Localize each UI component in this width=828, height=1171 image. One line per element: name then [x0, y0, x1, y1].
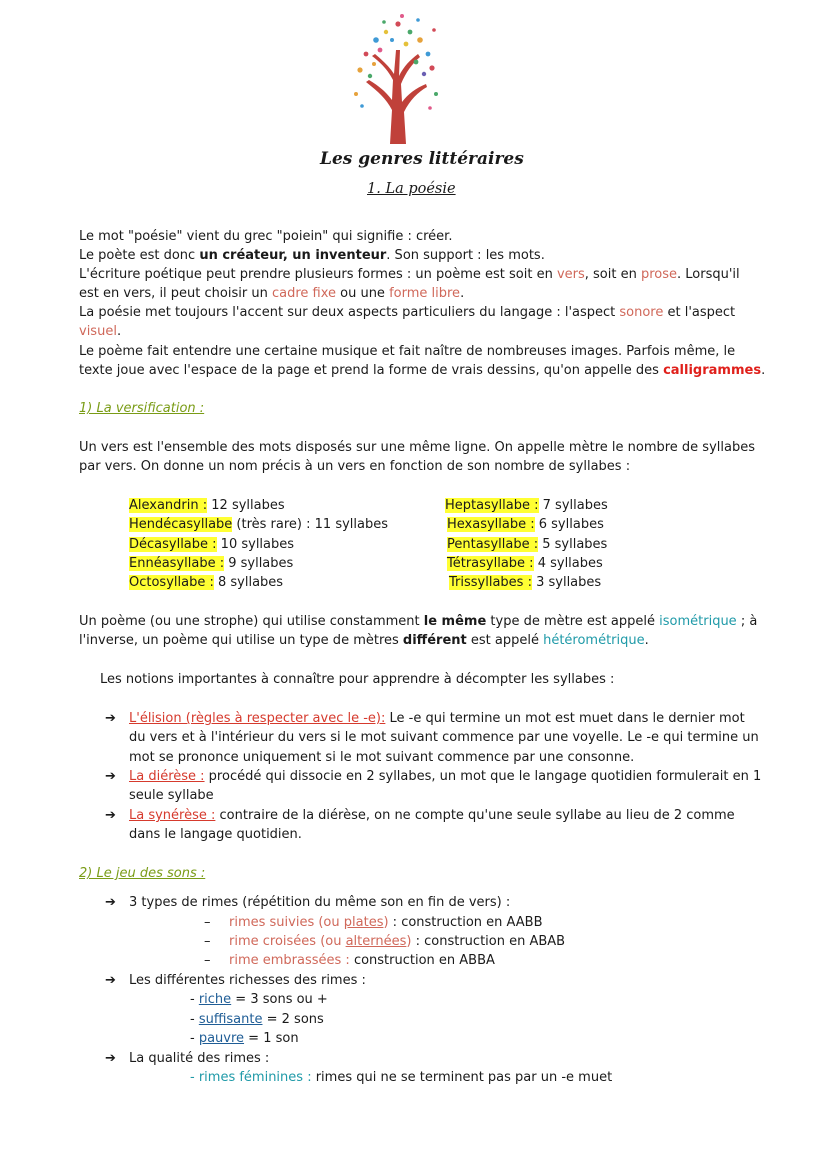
intro-line-5: La poésie met toujours l'accent sur deux aspects particuliers du langage : l'aspect sonore et l'aspect	[79, 305, 736, 320]
meter-item: Octosyllabe : 8 syllabes	[129, 575, 284, 590]
meter-item: Hexasyllabe : 6 syllabes	[447, 517, 604, 532]
richesses-intro: Les différentes richesses des rimes :	[129, 973, 366, 988]
dash-icon: –	[204, 934, 211, 949]
rime-croisees: rime croisées (ou alternées) : construction en ABAB	[229, 934, 566, 949]
versification-line-1: Un vers est l'ensemble des mots disposés sur une même ligne. On appelle mètre le nombre de syllabes	[79, 440, 755, 455]
arrow-icon: ➔	[105, 808, 116, 823]
meter-item: Décasyllabe : 10 syllabes	[129, 537, 295, 552]
bullet-dierese-line-2: seule syllabe	[129, 788, 214, 803]
arrow-icon: ➔	[105, 711, 116, 726]
qualite-intro: La qualité des rimes :	[129, 1051, 270, 1066]
richesse-pauvre: - pauvre = 1 son	[190, 1031, 299, 1046]
richesse-suffisante: - suffisante = 2 sons	[190, 1012, 324, 1027]
intro-line-3: L'écriture poétique peut prendre plusieurs formes : un poème est soit en vers, soit en prose. Lorsqu'il	[79, 267, 740, 282]
intro-line-7: Le poème fait entendre une certaine musique et fait naître de nombreuses images. Parfois même, le	[79, 344, 736, 359]
arrow-icon: ➔	[105, 973, 116, 988]
richesse-riche: - riche = 3 sons ou +	[190, 992, 328, 1007]
arrow-icon: ➔	[105, 769, 116, 784]
intro-line-6: visuel.	[79, 324, 122, 339]
dash-icon: –	[204, 915, 211, 930]
meter-line-1: Un poème (ou une strophe) qui utilise constamment le même type de mètre est appelé isométrique ; à	[79, 614, 758, 629]
meter-item: Pentasyllabe : 5 syllabes	[447, 537, 608, 552]
bullet-synerese-line-2: dans le langage quotidien.	[129, 827, 302, 842]
arrow-icon: ➔	[105, 1051, 116, 1066]
meter-item: Hendécasyllabe (très rare) : 11 syllabes	[129, 517, 388, 532]
bullet-elision-line-2: du vers et à l'intérieur du vers si le mot suivant commence par une voyelle. Le -e qui termine un	[129, 730, 759, 745]
intro-line-8: texte joue avec l'espace de la page et prend la forme de vrais dessins, qu'on appelle des calligrammes.	[79, 363, 766, 378]
bullet-synerese: La synérèse : contraire de la diérèse, on ne compte qu'une seule syllabe au lieu de 2 comme	[129, 808, 735, 823]
dash-icon: –	[204, 953, 211, 968]
meter-item: Ennéasyllabe : 9 syllabes	[129, 556, 294, 571]
rimes-feminines: - rimes féminines : rimes qui ne se terminent pas par un -e muet	[190, 1070, 613, 1085]
section-heading-versification: 1) La versification :	[79, 401, 205, 416]
bullet-elision-line-3: mot se prononce uniquement si le mot suivant commence par une consonne.	[129, 750, 635, 765]
meter-item: Tétrasyllabe : 4 syllabes	[447, 556, 603, 571]
notions-line: Les notions importantes à connaître pour apprendre à décompter les syllabes :	[100, 672, 615, 687]
section-heading-sons: 2) Le jeu des sons :	[79, 866, 206, 881]
meter-item: Alexandrin : 12 syllabes	[129, 498, 285, 513]
intro-line-1: Le mot "poésie" vient du grec "poiein" qui signifie : créer.	[79, 229, 453, 244]
page-subtitle: 1. La poésie	[367, 181, 456, 197]
versification-line-2: par vers. On donne un nom précis à un vers en fonction de son nombre de syllabes :	[79, 459, 631, 474]
intro-line-2: Le poète est donc un créateur, un inventeur. Son support : les mots.	[79, 248, 545, 263]
meter-line-2: l'inverse, un poème qui utilise un type de mètres différent est appelé hétérométrique.	[79, 633, 649, 648]
tree-illustration	[346, 10, 442, 144]
meter-item: Trissyllabes : 3 syllabes	[449, 575, 602, 590]
page-title: Les genres littéraires	[320, 149, 524, 169]
meter-item: Heptasyllabe : 7 syllabes	[445, 498, 608, 513]
arrow-icon: ➔	[105, 895, 116, 910]
bullet-dierese: La diérèse : procédé qui dissocie en 2 syllabes, un mot que le langage quotidien formulerait en 1	[129, 769, 762, 784]
rimes-types-intro: 3 types de rimes (répétition du même son en fin de vers) :	[129, 895, 511, 910]
intro-line-4: est en vers, il peut choisir un cadre fixe ou une forme libre.	[79, 286, 465, 301]
bullet-elision: L'élision (règles à respecter avec le -e): Le -e qui termine un mot est muet dans le dernier mot	[129, 711, 745, 726]
rime-suivies: rimes suivies (ou plates) : construction en AABB	[229, 915, 543, 930]
rime-embrassees: rime embrassées : construction en ABBA	[229, 953, 495, 968]
